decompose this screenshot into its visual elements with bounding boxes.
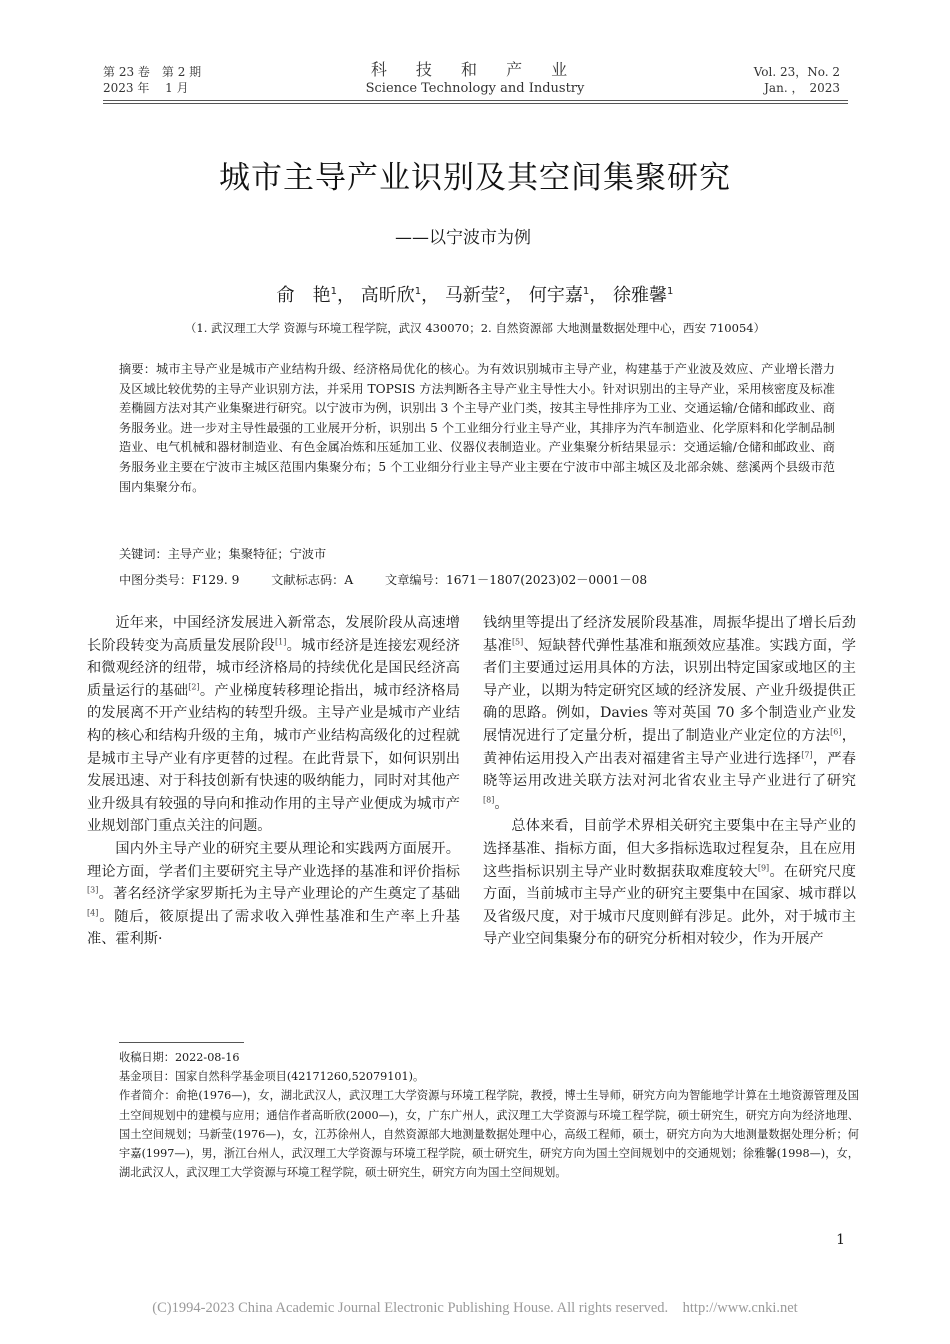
citation-ref[interactable]: [6] — [830, 727, 842, 737]
journal-name-en: Science Technology and Industry — [365, 81, 585, 96]
citation-ref[interactable]: [1] — [275, 636, 287, 646]
body-paragraph: 近年来，中国经济发展进入新常态，发展阶段从高速增长阶段转变为高质量发展阶段[1]。城市经济是连接宏观经济和微观经济的纽带，城市经济格局的持续优化是国民经济高质量运行的基础[2]。产业梯度转移理论指出，城市经济格局的发展离不开产业结构的转型升级。主导产业是城市产业结构的核心和结构升级的主角，城市产业结构高级化的过程就是城市主导产业有序更替的过程。在此背景下，如何识别出发展迅速、对于科技创新有快速的吸纳能力，同时对其他产业升级具有较强的导向和推动作用的主导产业便成为城市产业规划部门重点关注的问题。 — [87, 615, 460, 835]
article-number: 文章编号：1671－1807(2023)02－0001－08 — [385, 573, 648, 587]
header-issue-info — [103, 64, 201, 96]
affiliations: （1. 武汉理工大学 资源与环境工程学院，武汉 430070；2. 自然资源部 大地测量数据处理中心，西安 710054） — [184, 321, 766, 335]
journal-name-cn: 科 技 和 产 业 — [370, 60, 580, 79]
author: 马新莹$^2$， — [444, 285, 524, 306]
vol-en: Vol. 23，No. 2 — [753, 65, 840, 79]
body-paragraph: 钱纳里等提出了经济发展阶段基准，周振华提出了增长后劲基准[5]、短缺替代弹性基准和瓶颈效应基准。实践方面，学者们主要通过运用具体的方法，识别出特定国家或地区的主导产业，以期为特定研究区域的经济发展、产业升级提供正确的思路。例如，Davies 等对英国 70 多个制造业产业发展情况进行了定量分析，提出了制造业产业定位的方法[6]，黄神佑运用投入产出表对福建省主导产业进行选择[7]，严春晓等运用改进关联方法对河北省农业主导产业进行了研究[8]。 — [483, 615, 856, 812]
header-rule-bottom — [103, 103, 848, 104]
article-subtitle: ——以宁波市为例 — [395, 228, 531, 248]
clc-number: 中图分类号：F129. 9 — [119, 573, 240, 587]
citation-ref[interactable]: [7] — [801, 749, 813, 759]
citation-ref[interactable]: [2] — [188, 682, 200, 692]
citation-ref[interactable]: [8] — [483, 795, 495, 805]
date-en: Jan. ， 2023 — [764, 81, 840, 95]
author-list — [60, 278, 890, 310]
author: 徐雅馨$^1$ — [613, 285, 674, 306]
volume-issue: 第 23 卷 第 2 期 — [103, 65, 202, 79]
author: 何宇嘉$^1$， — [528, 285, 608, 306]
abstract: 摘要：城市主导产业是城市产业结构升级、经济格局优化的核心。为有效识别城市主导产业，构建基于产业波及效应、产业增长潜力及区域比较优势的主导产业识别方法，并采用 TOPSIS 方法判断各主导产业主导性大小。针对识别出的主导产业，采用核密度及标准差椭圆方法对其产业集聚进行研究。以宁波市为例，识别出 3 个主导产业门类，按其主导性排序为工业、交通运输/仓储和邮政业、商务服务业。进一步对主导性最强的工业展开分析，识别出 5 个工业细分行业主导产业，其排序为汽车制造业、化学原料和化学制品制造业、电气机械和器材制造业、有色金属冶炼和压延加工业、仪器仪表制造业。产业集聚分析结果显示：交通运输/仓储和邮政业、商务服务业主要在宁波市主城区范围内集聚分布；5 个工业细分行业主导产业主要在宁波市中部主城区及北部余姚、慈溪两个县级市范围内集聚分布。 — [119, 362, 835, 494]
author: 高昕欣$^1$， — [360, 285, 440, 306]
body-paragraph: 国内外主导产业的研究主要从理论和实践两方面展开。理论方面，学者们主要研究主导产业选择的基准和评价指标[3]。著名经济学家罗斯托为主导产业理论的产生奠定了基础[4]。随后，筱原提出了需求收入弹性基准和生产率上升基准、霍利斯· — [87, 840, 460, 948]
document-code: 文献标志码：A — [271, 573, 354, 587]
author: 俞 艳$^1$， — [276, 285, 355, 306]
body-paragraph: 总体来看，目前学术界相关研究主要集中在主导产业的选择基准、指标方面，但大多指标选取过程复杂，且在应用这些指标识别主导产业时数据获取难度较大[9]。在研究尺度方面，当前城市主导产业的研究主要集中在国家、城市群以及省级尺度，对于城市尺度则鲜有涉足。此外，对于城市主导产业空间集聚分布的研究分析相对较少，作为开展产 — [483, 818, 856, 948]
copyright-watermark: (C)1994-2023 China Academic Journal Electronic Publishing House. All rights reserved. http://www.cnki.net — [152, 1300, 798, 1316]
body-column-right — [483, 612, 856, 951]
body-column-left — [87, 612, 460, 951]
journal-name — [300, 60, 650, 98]
footnotes — [119, 1048, 859, 1182]
date-cn: 2023 年 1 月 — [103, 81, 189, 95]
citation-ref[interactable]: [9] — [757, 862, 770, 872]
footnote-rule — [119, 1042, 244, 1043]
citation-ref[interactable]: [3] — [87, 885, 99, 895]
fund-info: 基金项目：国家自然科学基金项目(42171260,52079101)。 — [119, 1070, 425, 1084]
citation-ref[interactable]: [4] — [87, 907, 99, 917]
received-date: 收稿日期：2022-08-16 — [119, 1051, 240, 1064]
header-rule-top — [103, 100, 848, 101]
classification-line — [119, 571, 675, 589]
keywords: 关键词：主导产业；集聚特征；宁波市 — [119, 547, 327, 561]
header-vol-en — [700, 64, 840, 96]
author-bio: 作者简介：俞艳(1976—)，女，湖北武汉人，武汉理工大学资源与环境工程学院，教授，博士生导师，研究方向为智能地学计算在土地资源管理及国土空间规划中的建模与应用；通信作者高昕欣(2000—)，女，广东广州人，武汉理工大学资源与环境工程学院，硕士研究生，研究方向为经济地理、国土空间规划；马新莹(1976—)，女，江苏徐州人，自然资源部大地测量数据处理中心，高级工程师，硕士，研究方向为大地测量数据处理分析；何宇嘉(1997—)，男，浙江台州人，武汉理工大学资源与环境工程学院，硕士研究生，研究方向为国土空间规划中的交通规划；徐雅馨(1998—)，女，湖北武汉人，武汉理工大学资源与环境工程学院，硕士研究生，研究方向为国土空间规划。 — [119, 1089, 859, 1180]
citation-ref[interactable]: [5] — [511, 636, 524, 646]
article-title: 城市主导产业识别及其空间集聚研究 — [219, 160, 731, 196]
page-number: 1 — [836, 1232, 845, 1248]
